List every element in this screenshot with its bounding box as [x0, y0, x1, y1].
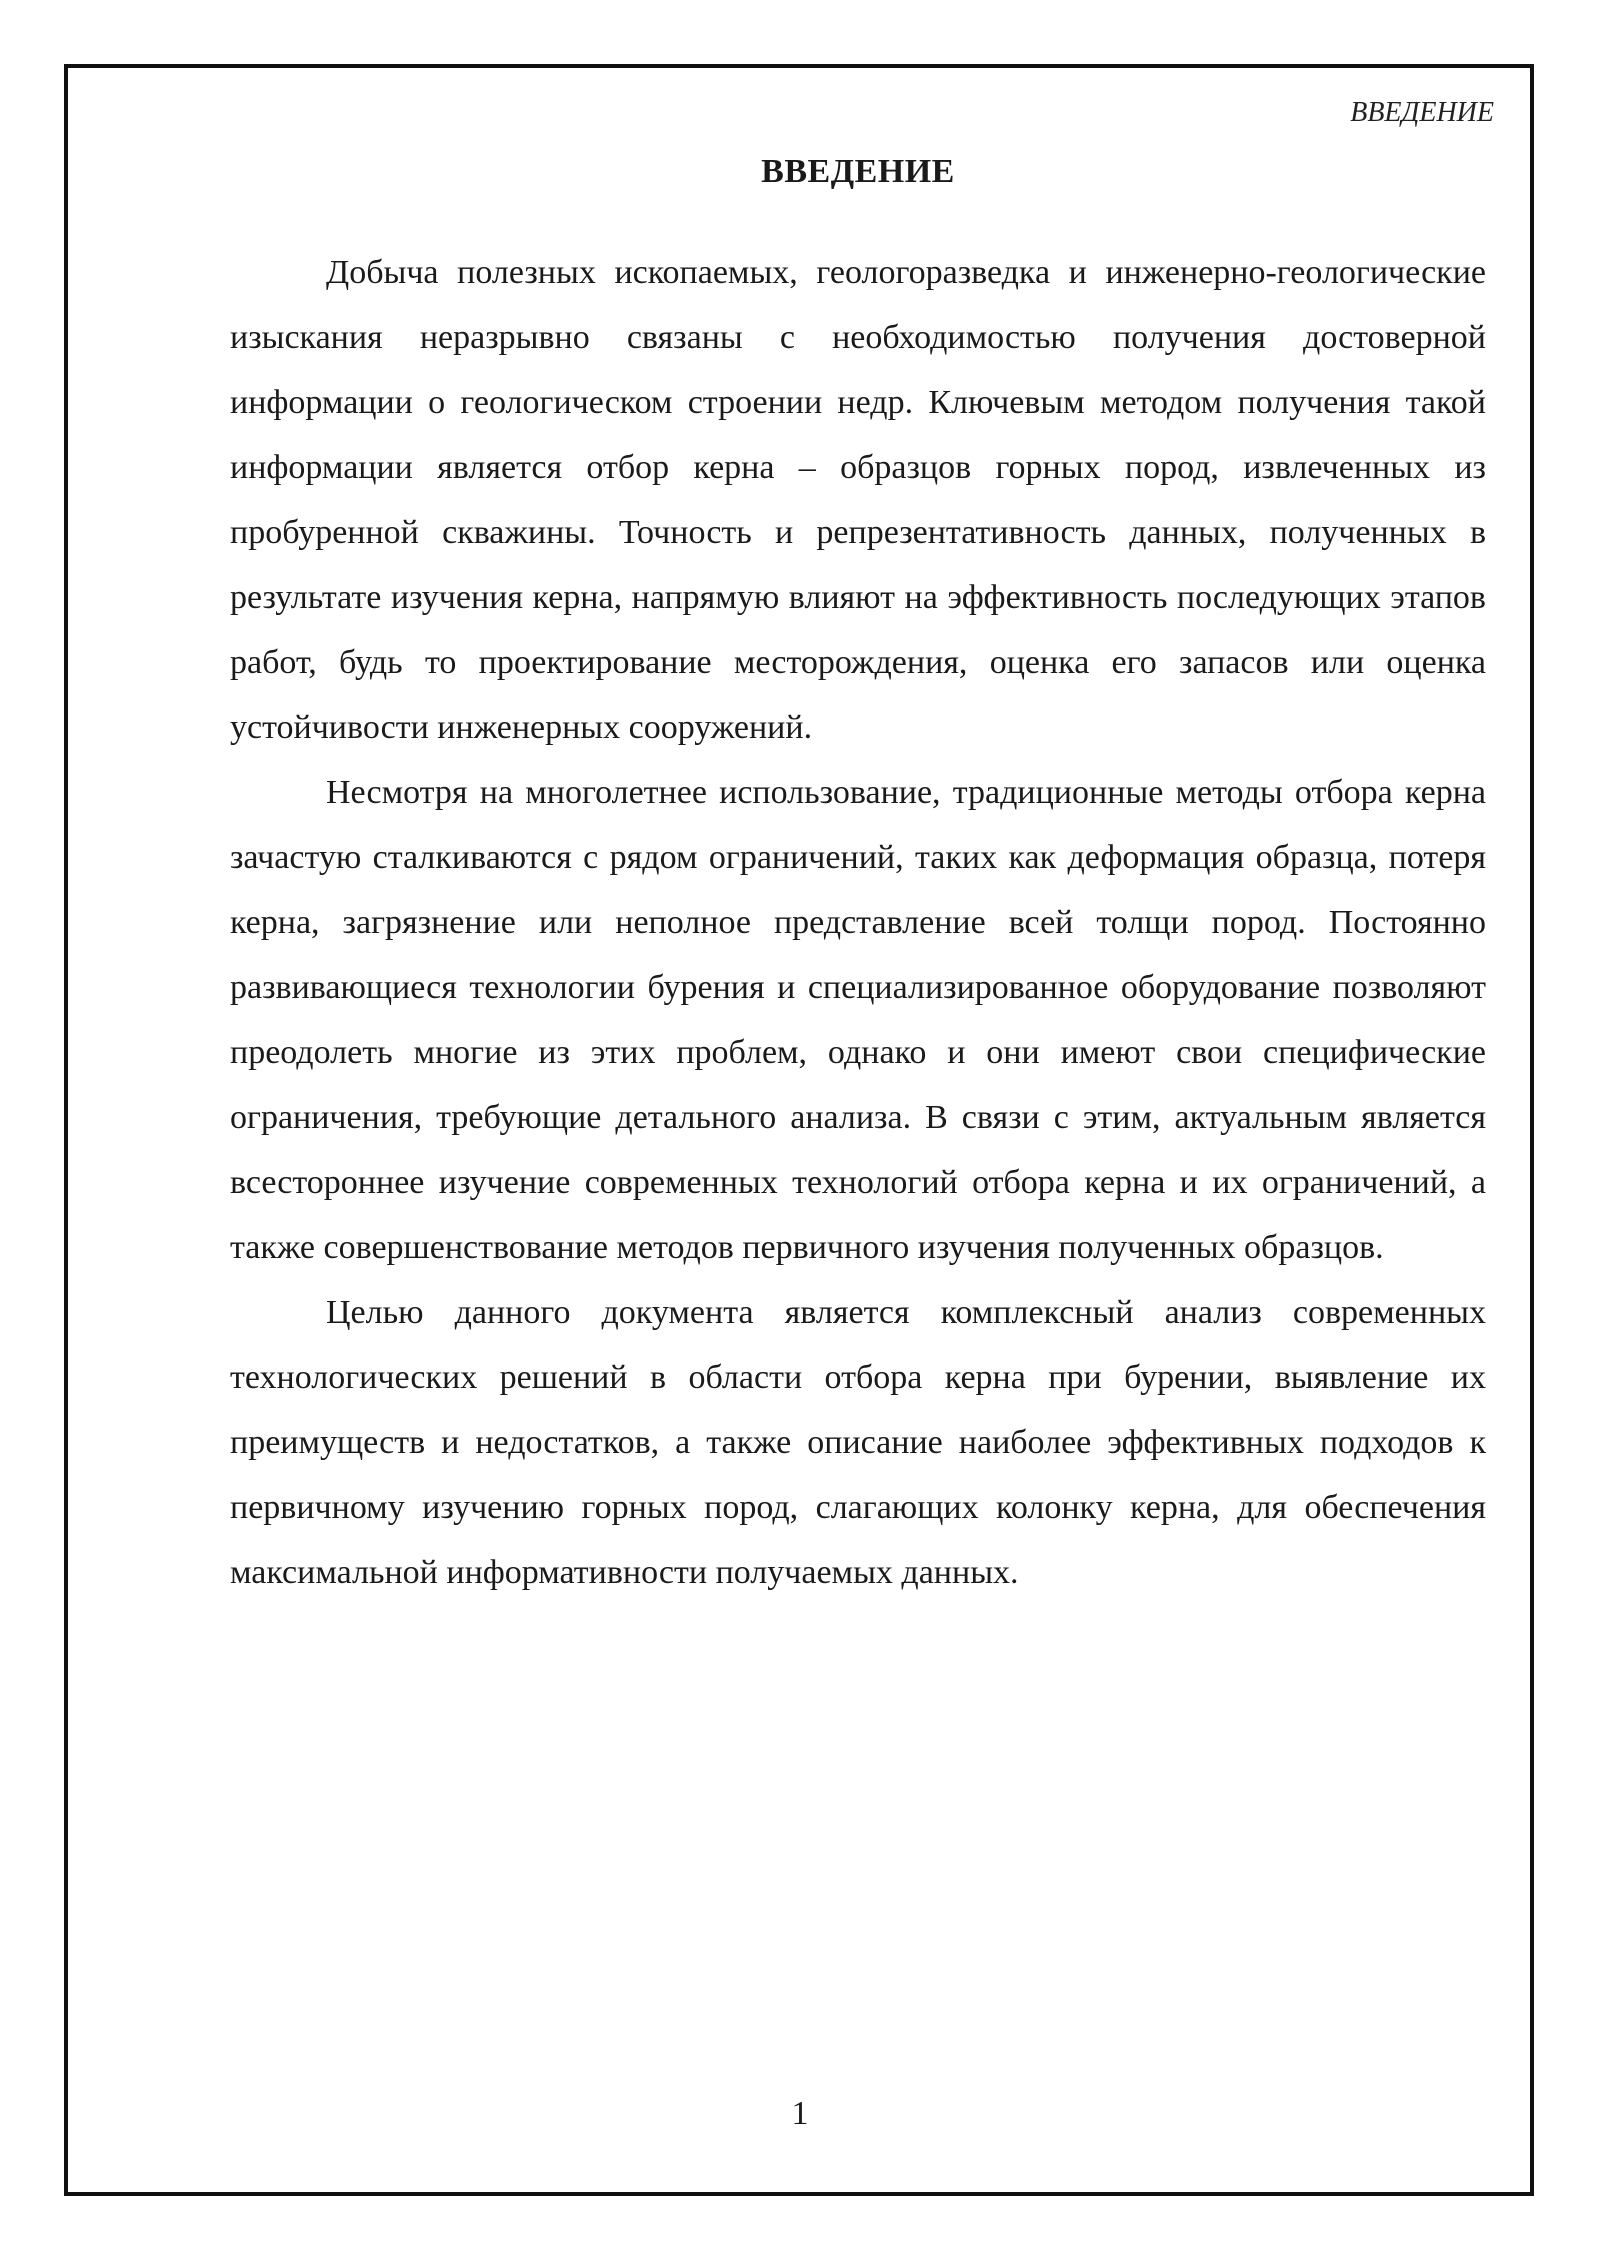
running-header: ВВЕДЕНИЕ	[1350, 97, 1494, 128]
body-text	[230, 240, 1486, 1605]
paragraph-1: Добыча полезных ископаемых, геологоразведка и инженерно-геологические изыскания неразрывно связаны с необходимостью получения достоверной информации о геологическом строении недр. Ключевым методом получения такой информации является отбор керна – образцов горных пород, извлеченных из пробуренной скважины. Точность и репрезентативность данных, полученных в результате изучения керна, напрямую влияют на эффективность последующих этапов работ, будь то проектирование месторождения, оценка его запасов или оценка устойчивости инженерных сооружений.	[230, 254, 1486, 746]
page-number: 1	[791, 2095, 809, 2132]
paragraph-2: Несмотря на многолетнее использование, традиционные методы отбора керна зачастую сталкиваются с рядом ограничений, таких как деформация образца, потеря керна, загрязнение или неполное представление всей толщи пород. Постоянно развивающиеся технологии бурения и специализированное оборудование позволяют преодолеть многие из этих проблем, однако и они имеют свои специфические ограничения, требующие детального анализа. В связи с этим, актуальным является всестороннее изучение современных технологий отбора керна и их ограничений, а также совершенствование методов первичного изучения полученных образцов.	[230, 774, 1486, 1266]
page-title: ВВЕДЕНИЕ	[761, 153, 955, 190]
paragraph-3: Целью данного документа является комплексный анализ современных технологических решений в области отбора керна при бурении, выявление их преимуществ и недостатков, а также описание наиболее эффективных подходов к первичному изучению горных пород, слагающих колонку керна, для обеспечения максимальной информативности получаемых данных.	[230, 1294, 1486, 1591]
